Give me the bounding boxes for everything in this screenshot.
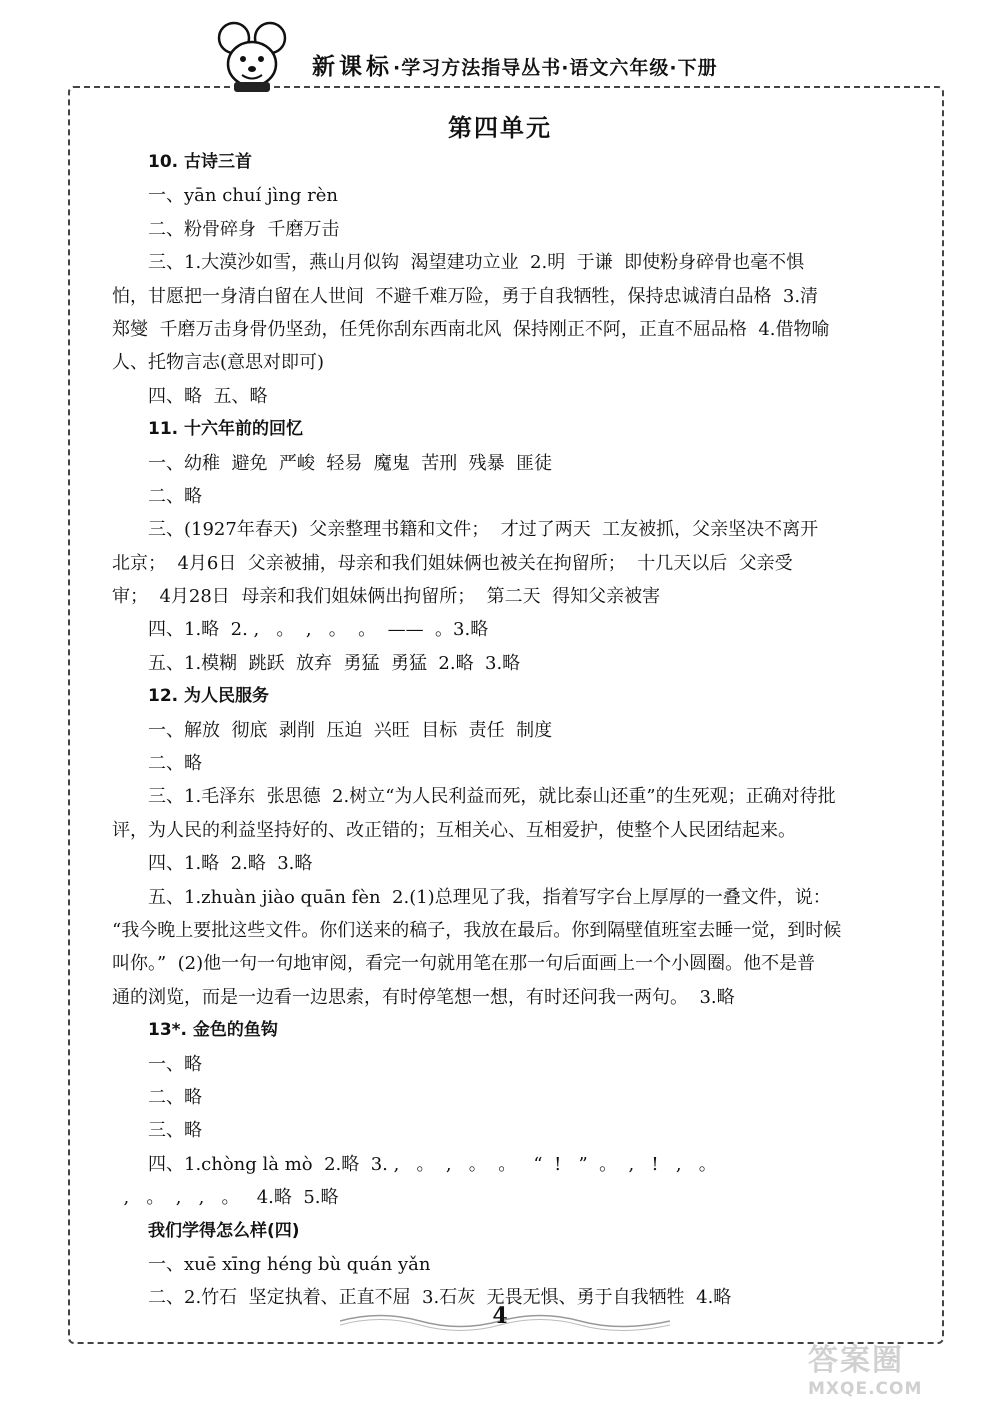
answer-line: 五、1.模糊 跳跃 放弃 勇猛 勇猛 2.略 3.略 <box>148 652 521 674</box>
answer-line: 三、1.大漠沙如雪，燕山月似钩 渴望建功立业 2.明 于谦 即使粉身碎骨也毫不惧 <box>148 252 805 274</box>
mouse-mascot-icon <box>212 18 292 96</box>
answer-line: 评，为人民的利益坚持好的、改正错的；互相关心、互相爱护，使整个人民团结起来。 <box>112 819 796 841</box>
answer-line: 一、幼稚 避免 严峻 轻易 魔鬼 苦刑 残暴 匪徒 <box>148 452 553 474</box>
answer-line: 四、1.chòng là mò 2.略 3. , 。 , 。 。 “ ! ” 。 , ! , 。 <box>148 1153 717 1175</box>
answer-line: 二、略 <box>148 753 202 775</box>
answer-line: 通的浏览，而是一边看一边思索，有时停笔想一想，有时还问我一两句。 3.略 <box>112 986 735 1008</box>
watermark-logo: 答案圈 <box>808 1343 904 1378</box>
unit-title: 第四单元 <box>448 114 552 142</box>
answer-line: “我今晚上要批这些文件。你们送来的稿子，我放在最后。你到隔壁值班室去睡一觉，到时候 <box>112 919 842 941</box>
answer-line: 一、yān chuí jìng rèn <box>148 185 338 207</box>
answer-line: 三、(1927年春天) 父亲整理书籍和文件； 才过了两天 工友被抓，父亲坚决不离开 <box>148 519 819 541</box>
answer-line: 二、2.竹石 坚定执着、正直不屈 3.石灰 无畏无惧、勇于自我牺牲 4.略 <box>148 1287 732 1309</box>
lesson-heading: 11. 十六年前的回忆 <box>148 419 304 440</box>
answer-line: 北京； 4月6日 父亲被捕，母亲和我们姐妹俩也被关在拘留所； 十几天以后 父亲受 <box>112 552 793 574</box>
answer-line: 四、1.略 2.略 3.略 <box>148 853 313 875</box>
header-title <box>312 48 718 81</box>
watermark-url: MXQE.COM <box>808 1379 923 1399</box>
answer-line: 五、1.zhuàn jiào quān fèn 2.(1)总理见了我，指着写字台上厚厚的一叠文件，说： <box>148 886 831 908</box>
answer-line: 二、略 <box>148 1086 202 1108</box>
answer-line: 一、解放 彻底 剥削 压迫 兴旺 目标 责任 制度 <box>148 719 553 741</box>
lesson-heading: 12. 为人民服务 <box>148 686 270 707</box>
lesson-heading: 10. 古诗三首 <box>148 152 253 172</box>
answer-line: , 。 , , 。 4.略 5.略 <box>112 1187 339 1209</box>
answer-line: 一、略 <box>148 1053 202 1075</box>
answer-line: 人、托物言志(意思对即可) <box>112 352 325 374</box>
answer-line: 叫你。” (2)他一句一句地审阅，看完一句就用笔在那一句后面画上一个小圆圈。他不是普 <box>112 953 816 975</box>
watermark <box>808 1335 988 1401</box>
answer-line: 二、略 <box>148 485 202 507</box>
page-number: 4 <box>492 1303 508 1329</box>
answer-line: 郑燮 千磨万击身骨仍坚劲，任凭你刮东西南北风 保持刚正不阿，正直不屈品格 4.借物喻 <box>112 318 830 340</box>
answer-content <box>112 146 892 1315</box>
answer-line: 怕，甘愿把一身清白留在人世间 不避千难万险，勇于自我牺牲，保持忠诚清白品格 3.清 <box>112 285 819 307</box>
answer-line: 三、略 <box>148 1120 202 1142</box>
lesson-heading: 13*. 金色的鱼钩 <box>148 1020 278 1041</box>
lesson-heading: 我们学得怎么样(四) <box>148 1220 300 1241</box>
answer-line: 二、粉骨碎身 千磨万击 <box>148 218 340 240</box>
answer-line: 审； 4月28日 母亲和我们姐妹俩出拘留所； 第二天 得知父亲被害 <box>112 586 661 608</box>
header-series: ·学习方法指导丛书·语文六年级·下册 <box>393 57 718 79</box>
header-brand: 新课标 <box>312 54 393 80</box>
answer-line: 四、略 五、略 <box>148 385 268 407</box>
answer-line: 一、xuē xīng héng bù quán yǎn <box>148 1253 431 1275</box>
answer-line: 三、1.毛泽东 张思德 2.树立“为人民利益而死，就比泰山还重”的生死观；正确对待批 <box>148 786 836 808</box>
answer-line: 四、1.略 2. , 。 , 。 。 —— 。3.略 <box>148 619 489 641</box>
